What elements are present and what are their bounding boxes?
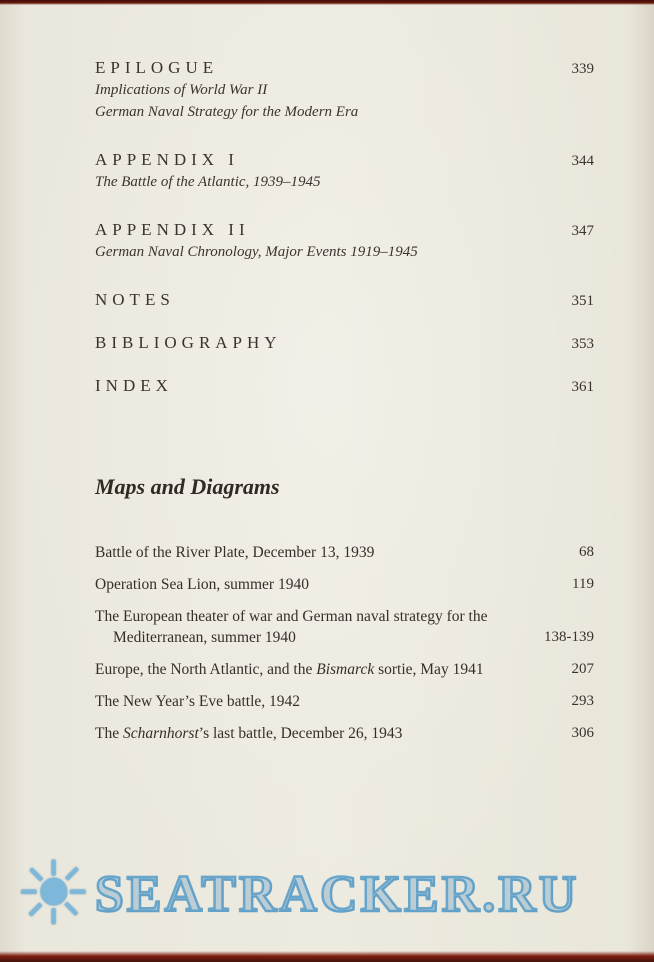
map-entry <box>95 542 594 563</box>
map-title-text: sortie, May 1941 <box>374 661 484 678</box>
page-content <box>95 58 594 755</box>
toc-subtitle: German Naval Chronology, Major Events 1919–1945 <box>95 244 418 260</box>
map-page-number: 138-139 <box>544 629 594 645</box>
toc-subtitle: The Battle of the Atlantic, 1939–1945 <box>95 174 321 190</box>
map-title-text: Operation Sea Lion, summer 1940 <box>95 576 309 593</box>
toc-title: INDEX <box>95 376 173 395</box>
watermark <box>14 842 654 945</box>
map-title-italic: Bismarck <box>316 661 375 678</box>
map-entry-title <box>95 723 572 744</box>
map-page-number: 68 <box>579 544 594 560</box>
map-entry <box>95 606 594 648</box>
map-title-text: Europe, the North Atlantic, and the <box>95 661 317 678</box>
map-page-number: 119 <box>572 576 594 592</box>
toc-title: EPILOGUE <box>95 58 219 77</box>
map-entry <box>95 691 594 712</box>
toc-page-number: 347 <box>571 223 594 239</box>
toc-row <box>95 58 594 78</box>
sun-icon: ☀ <box>14 842 93 945</box>
toc-row <box>95 150 594 170</box>
map-page-number: 293 <box>571 693 594 709</box>
map-entry <box>95 723 594 744</box>
scan-edge-bottom <box>0 951 654 962</box>
map-title-text: The <box>95 725 123 742</box>
map-title-text: The European theater of war and German naval strategy for the <box>95 608 488 625</box>
toc-page-number: 344 <box>571 153 594 169</box>
toc-entry-appendix-1 <box>95 150 594 192</box>
map-entry <box>95 659 594 680</box>
map-title-line2: Mediterranean, summer 1940 <box>113 629 296 646</box>
toc-title: APPENDIX I <box>95 150 239 169</box>
scan-edge-top <box>0 0 654 5</box>
toc-row <box>95 220 594 240</box>
toc-row <box>95 333 594 353</box>
map-title-text: ’s last battle, December 26, 1943 <box>198 725 403 742</box>
map-entry-title <box>95 659 572 680</box>
toc-entry-appendix-2 <box>95 220 594 262</box>
toc-row <box>95 290 594 310</box>
map-title-italic: Scharnhorst <box>122 725 199 742</box>
map-title-text: Battle of the River Plate, December 13, 1939 <box>95 544 375 561</box>
map-title-text: The New Year’s Eve battle, 1942 <box>95 693 301 710</box>
toc-title: BIBLIOGRAPHY <box>95 333 282 352</box>
toc-row <box>95 376 594 396</box>
toc-entry-index <box>95 376 594 396</box>
toc-title: NOTES <box>95 290 175 309</box>
toc-entry-notes <box>95 290 594 310</box>
toc-entry-epilogue <box>95 58 594 122</box>
toc-entry-bibliography <box>95 333 594 353</box>
toc-page-number: 351 <box>571 293 594 309</box>
map-entry <box>95 574 594 595</box>
toc-subtitle: Implications of World War II <box>95 82 268 98</box>
toc-page-number: 339 <box>571 61 594 77</box>
map-page-number: 207 <box>571 661 594 677</box>
map-entry-title <box>95 542 579 563</box>
map-entry-title <box>95 574 572 595</box>
toc-section <box>95 58 594 396</box>
toc-page-number: 353 <box>571 336 594 352</box>
map-page-number: 306 <box>571 725 594 741</box>
maps-section-heading: Maps and Diagrams <box>95 474 280 499</box>
toc-subtitle: German Naval Strategy for the Modern Era <box>95 104 359 120</box>
maps-list <box>95 542 594 744</box>
watermark-text: SEATRACKER.RU <box>94 865 580 923</box>
toc-title: APPENDIX II <box>95 220 250 239</box>
map-entry-title <box>95 691 572 712</box>
toc-page-number: 361 <box>571 379 594 395</box>
map-entry-title <box>95 606 544 648</box>
